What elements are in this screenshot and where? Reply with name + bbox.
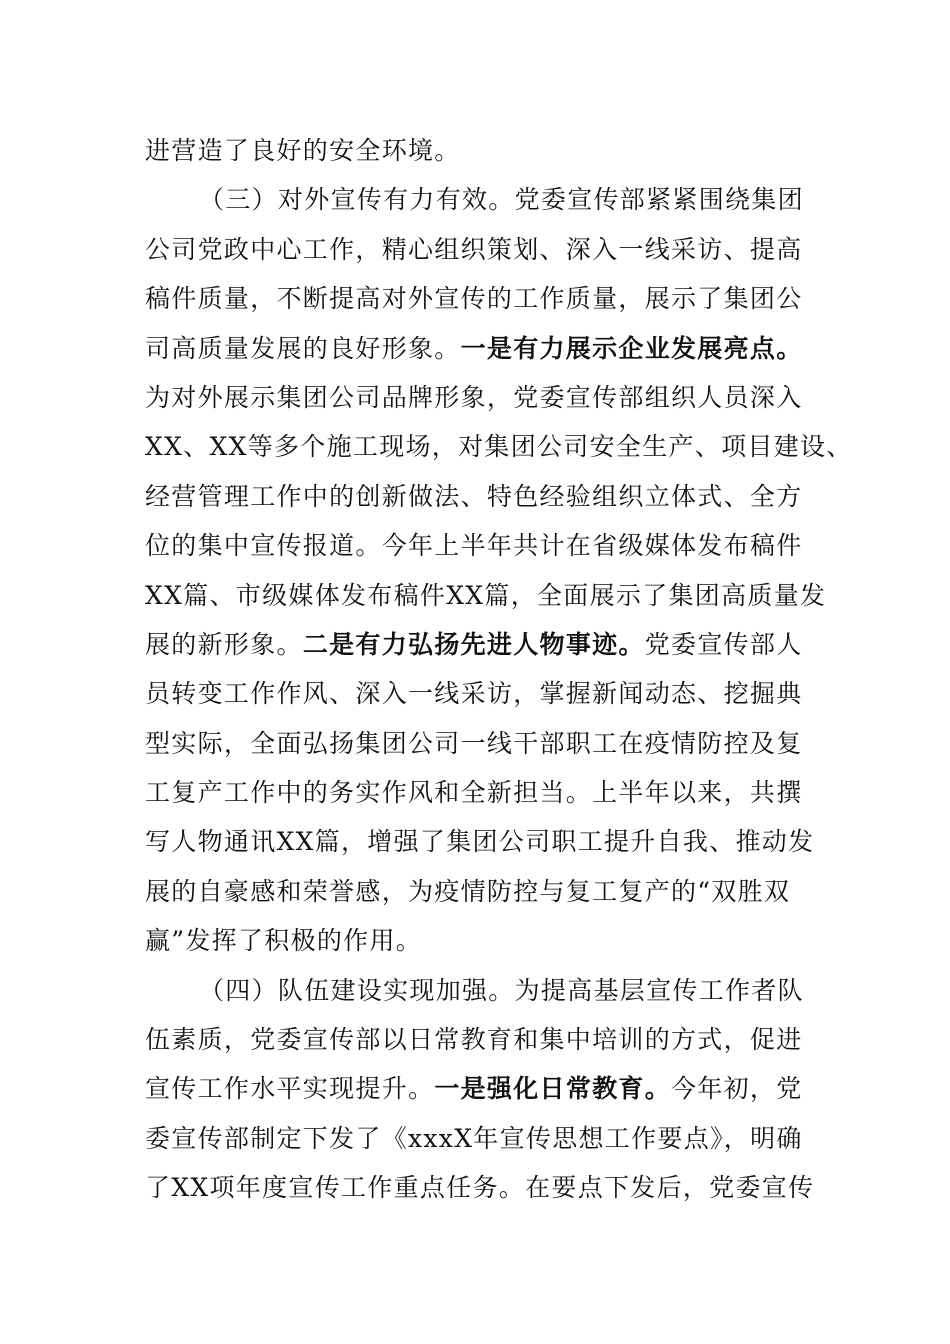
body-text-span: 赢”发挥了积极的作用。: [145, 926, 423, 956]
body-text-span: 工复产工作中的务实作风和全新担当。上半年以来，共撰: [145, 778, 803, 808]
body-text-span: （三）对外宣传有力有效。党委宣传部紧紧围绕集团: [199, 185, 804, 215]
text-line: [145, 620, 805, 669]
text-line: [145, 225, 805, 274]
text-line: [145, 571, 827, 620]
text-line: [145, 472, 805, 521]
text-line: [145, 422, 853, 471]
bold-heading-text: 一是有力展示企业发展亮点。: [460, 333, 803, 363]
text-line: [145, 669, 805, 718]
text-line: [145, 1163, 815, 1212]
body-text-span: 写人物通讯XX篇，增强了集团公司职工提升自我、推动发: [145, 827, 815, 857]
text-line: [145, 1114, 805, 1163]
body-text-span: 公司党政中心工作，精心组织策划、深入一线采访、提高: [145, 234, 803, 264]
body-text-span: 展的新形象。: [145, 629, 303, 659]
text-line: [145, 175, 805, 224]
body-text-span: （四）队伍建设实现加强。为提高基层宣传工作者队: [199, 975, 804, 1005]
text-line: [145, 1015, 805, 1064]
body-text-span: 为对外展示集团公司品牌形象，党委宣传部组织人员深入: [145, 382, 803, 412]
text-line: [145, 768, 805, 817]
body-text-span: 宣传工作水平实现提升。: [145, 1074, 435, 1104]
body-text-span: 展的自豪感和荣誉感，为疫情防控与复工复产的“双胜双: [145, 876, 791, 906]
text-line: [145, 521, 805, 570]
text-line: [145, 916, 805, 965]
text-line: [145, 324, 805, 373]
body-text-span: 员转变工作作风、深入一线采访，掌握新闻动态、挖掘典: [145, 679, 803, 709]
body-text-span: XX篇、市级媒体发布稿件XX篇，全面展示了集团高质量发: [145, 580, 827, 610]
text-line: [145, 274, 805, 323]
text-line: [145, 867, 805, 916]
body-text-span: 了XX项年度宣传工作重点任务。在要点下发后，党委宣传: [145, 1173, 815, 1203]
text-line: [145, 966, 805, 1015]
body-text-span: 型实际，全面弘扬集团公司一线干部职工在疫情防控及复: [145, 728, 803, 758]
body-text: [145, 126, 853, 1213]
body-text-span: 进营造了良好的安全环境。: [145, 136, 461, 165]
body-text-span: XX、XX等多个施工现场，对集团公司安全生产、项目建设、: [145, 432, 853, 462]
body-text-span: 委宣传部制定下发了《xxxX年宣传思想工作要点》，明确: [145, 1123, 803, 1153]
body-text-span: 位的集中宣传报道。今年上半年共计在省级媒体发布稿件: [145, 531, 803, 561]
text-line: [145, 1064, 805, 1113]
body-text-span: 党委宣传部人: [644, 629, 803, 659]
text-line: [145, 719, 805, 768]
text-line: [145, 126, 805, 175]
body-text-span: 稿件质量，不断提高对外宣传的工作质量，展示了集团公: [145, 284, 803, 314]
text-line: [145, 817, 815, 866]
bold-heading-text: 二是有力弘扬先进人物事迹。: [302, 629, 645, 659]
bold-heading-text: 一是强化日常教育。: [434, 1074, 672, 1104]
body-text-span: 今年初，党: [671, 1074, 803, 1104]
body-text-span: 司高质量发展的良好形象。: [145, 333, 461, 363]
text-line: [145, 373, 805, 422]
body-text-span: 经营管理工作中的创新做法、特色经验组织立体式、全方: [145, 481, 803, 511]
body-text-span: 伍素质，党委宣传部以日常教育和集中培训的方式，促进: [145, 1025, 803, 1055]
